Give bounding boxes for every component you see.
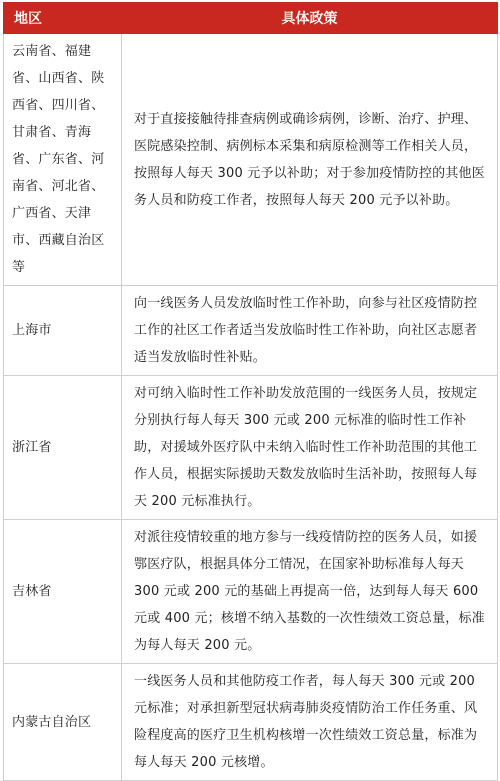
region-cell: 上海市 <box>4 286 122 376</box>
header-region: 地区 <box>4 3 122 34</box>
policy-cell: 对派往疫情较重的地方参与一线疫情防控的医务人员，如援鄂医疗队，根据具体分工情况，在国家补助标准每人每天 300 元或 200 元的基础上再提高一倍，达到每人每天 600 元或 400 元；核增不纳入基数的一次性绩效工资总量，标准为每人每天 200 元。 <box>122 520 498 664</box>
table-row <box>4 664 498 781</box>
policy-table-container <box>3 2 497 781</box>
table-row <box>4 376 498 520</box>
region-cell: 吉林省 <box>4 520 122 664</box>
policy-cell: 对可纳入临时性工作补助发放范围的一线医务人员，按规定分别执行每人每天 300 元或 200 元标准的临时性工作补助，对援域外医疗队中未纳入临时性工作补助范围的其他工作人员，根据实际援助天数发放临时生活补助，按照每人每天 200 元标准执行。 <box>122 376 498 520</box>
header-policy: 具体政策 <box>122 3 498 34</box>
table-header-row <box>4 3 498 34</box>
region-cell: 浙江省 <box>4 376 122 520</box>
region-cell: 云南省、福建省、山西省、陕西省、四川省、甘肃省、青海省、广东省、河南省、河北省、广西省、天津市、西藏自治区等 <box>4 34 122 286</box>
table-row <box>4 34 498 286</box>
policy-cell: 一线医务人员和其他防疫工作者，每人每天 300 元或 200 元标准；对承担新型冠状病毒肺炎疫情防治工作任务重、风险程度高的医疗卫生机构核增一次性绩效工资总量，标准为每人每天 200 元核增。 <box>122 664 498 781</box>
policy-cell: 对于直接接触待排查病例或确诊病例，诊断、治疗、护理、医院感染控制、病例标本采集和病原检测等工作相关人员，按照每人每天 300 元予以补助；对于参加疫情防控的其他医务人员和防疫工作者，按照每人每天 200 元予以补助。 <box>122 34 498 286</box>
table-row <box>4 286 498 376</box>
policy-table <box>3 2 498 781</box>
policy-cell: 向一线医务人员发放临时性工作补助，向参与社区疫情防控工作的社区工作者适当发放临时性工作补助，向社区志愿者适当发放临时性补贴。 <box>122 286 498 376</box>
table-row <box>4 520 498 664</box>
region-cell: 内蒙古自治区 <box>4 664 122 781</box>
